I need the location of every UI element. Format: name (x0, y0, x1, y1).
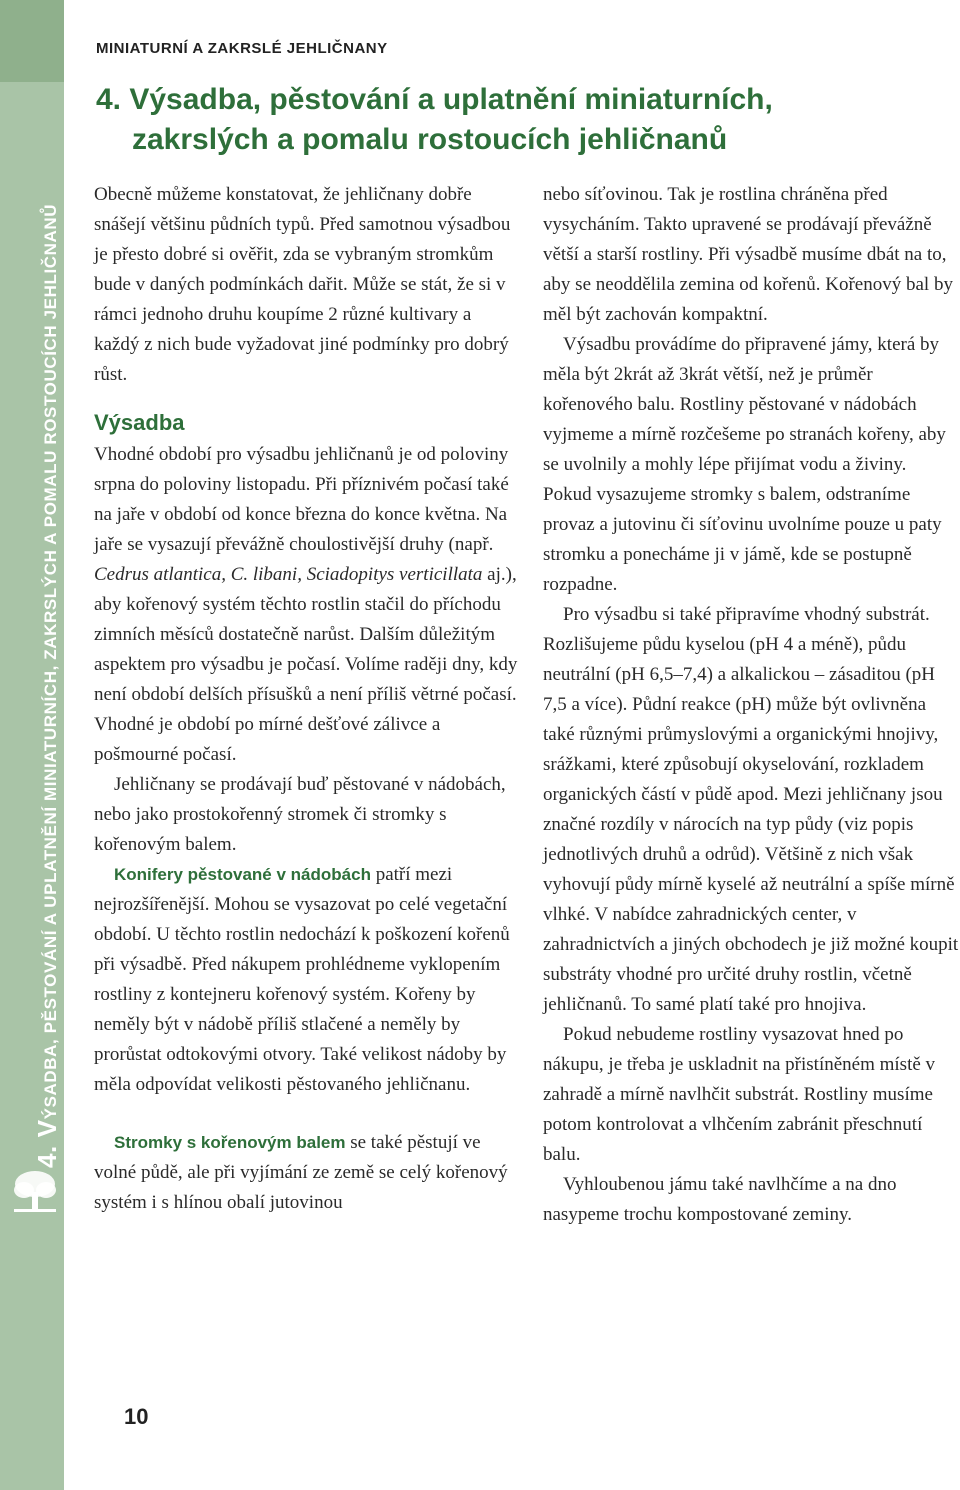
stromky-paragraph (94, 1128, 520, 1218)
konifery-paragraph (94, 860, 520, 1100)
stromky-heading: Stromky s kořenovým balem (114, 1133, 346, 1152)
chapter-title-line-1: 4. Výsadba, pěstování a uplatnění miniaturních, (96, 83, 773, 116)
right-paragraph-1: nebo síťovinou. Tak je rostlina chráněna před vysycháním. Takto upravené se prodávají převážně větší a starší rostliny. Při výsadbě musíme dbát na to, aby se neoddělila zemina od kořenů. Kořenový bal by měl být zachován kompaktní. (543, 184, 953, 325)
species-names: Cedrus atlantica, C. libani, Sciadopitys verticillata (94, 564, 483, 585)
section-heading-vysadba: Výsadba (94, 410, 185, 435)
side-tab-title-rest: ÝSADBA, PĚSTOVÁNÍ A UPLATNĚNÍ MINIATURNÍCH, ZAKRSLÝCH A POMALU ROSTOUCÍCH JEHLIČNANŮ (41, 203, 60, 1120)
page-number: 10 (124, 1404, 149, 1429)
right-column (543, 180, 959, 1230)
vysadba-paragraph-2: Jehličnany se prodávají buď pěstované v nádobách, nebo jako prostokořenný stromek či stromky s kořenovým balem. (94, 774, 506, 855)
right-paragraph-4: Pokud nebudeme rostliny vysazovat hned po nákupu, je třeba je uskladnit na přistíněném místě v zahradě a mírně navlhčit substrát. Rostliny musíme potom kontrolovat a vlhčením zabránit přeschnutí balu. (543, 1024, 936, 1165)
running-head: MINIATURNÍ A ZAKRSLÉ JEHLIČNANY (96, 40, 388, 57)
vysadba-paragraph-1-text-b: aj.), aby kořenový systém těchto rostlin stačil do příchodu zimních měsíců dostatečně narůst. Dalším důležitým aspektem pro výsadbu je počasí. Volíme raději dny, kdy není období delších přísušků a není příliš větrné počasí. Vhodné je období po mírné dešťové zálivce a pošmourné počasí. (94, 564, 518, 765)
right-paragraph-5: Vyhloubenou jámu také navlhčíme a na dno nasypeme trochu kompostované zeminy. (543, 1174, 897, 1225)
vysadba-paragraph-1-text-a: Vhodné období pro výsadbu jehličnanů je od poloviny srpna do poloviny listopadu. Při příznivém počasí také na jaře v období od konce března do konce května. Na jaře se vysazují převážně choulostivější druhy (např. (94, 444, 509, 555)
spacer (94, 1100, 520, 1128)
side-tab-title (32, 204, 63, 1168)
side-tab-top-block (0, 0, 64, 82)
left-column (94, 180, 520, 1218)
side-tab-title-big: 4. V (32, 1119, 62, 1168)
chapter-title (96, 80, 936, 160)
side-tab (0, 0, 64, 1490)
konifery-text: patří mezi nejrozšířenější. Mohou se vysazovat po celé vegetační období. U těchto rostlin nedochází k poškození kořenů při výsadbě. Před nákupem prohlédneme vyklopením rostliny z kontejneru kořenový systém. Kořeny by neměly být v nádobě příliš stlačené a neměly by prorůstat odtokovými otvory. Také velikost nádoby by měla odpovídat velikosti pěstovaného jehličnanu. (94, 864, 510, 1095)
right-paragraph-3: Pro výsadbu si také připravíme vhodný substrát. Rozlišujeme půdu kyselou (pH 4 a méně), půdu neutrální (pH 6,5–7,4) a alkalickou – zásaditou (pH 7,5 a více). Půdní reakce (pH) může být ovlivněna také různými průmyslovými a organickými hnojivy, srážkami, které způsobují okyselování, rozkladem organických částí v půdě apod. Mezi jehličnany jsou značné rozdíly v nárocích na typ půdy (viz popis jednotlivých druhů a odrůd). Většině z nich však vyhovují půdy mírně kyselé až neutrální a spíše mírně vlhké. V nabídce zahradnických center, v zahradnictvích a jiných obchodech je již možné koupit substráty vhodné pro určité druhy rostlin, včetně jehličnanů. To samé platí také pro hnojiva. (543, 604, 959, 1015)
konifery-heading: Konifery pěstované v nádobách (114, 865, 371, 884)
vysadba-paragraph-1 (94, 440, 520, 770)
intro-paragraph: Obecně můžeme konstatovat, že jehličnany dobře snášejí většinu půdních typů. Před samotnou výsadbou je přesto dobré si ověřit, zda se vybraným stromkům bude v daných podmínkách dařit. Může se stát, že si v rámci jednoho druhu koupíme 2 různé kultivary a každý z nich bude vyžadovat jiné podmínky pro dobrý růst. (94, 184, 511, 385)
chapter-title-line-2: zakrslých a pomalu rostoucích jehličnanů (132, 123, 728, 156)
right-paragraph-2: Výsadbu provádíme do připravené jámy, která by měla být 2krát až 3krát větší, než je průměr kořenového balu. Rostliny pěstované v nádobách vyjmeme a mírně rozčešeme po stranách kořeny, aby se uvolnily a mohly lépe přijímat vodu a živiny. Pokud vysazujeme stromky s balem, odstraníme provaz a jutovinu či síťovinu uvolníme pouze u paty stromku a ponecháme ji v jámě, kde se postupně rozpadne. (543, 334, 946, 595)
stromky-text: se také pěstují ve volné půdě, ale při vyjímání ze země se celý kořenový systém i s hlínou obalí jutovinou (94, 1132, 508, 1213)
tree-icon (10, 1168, 60, 1214)
